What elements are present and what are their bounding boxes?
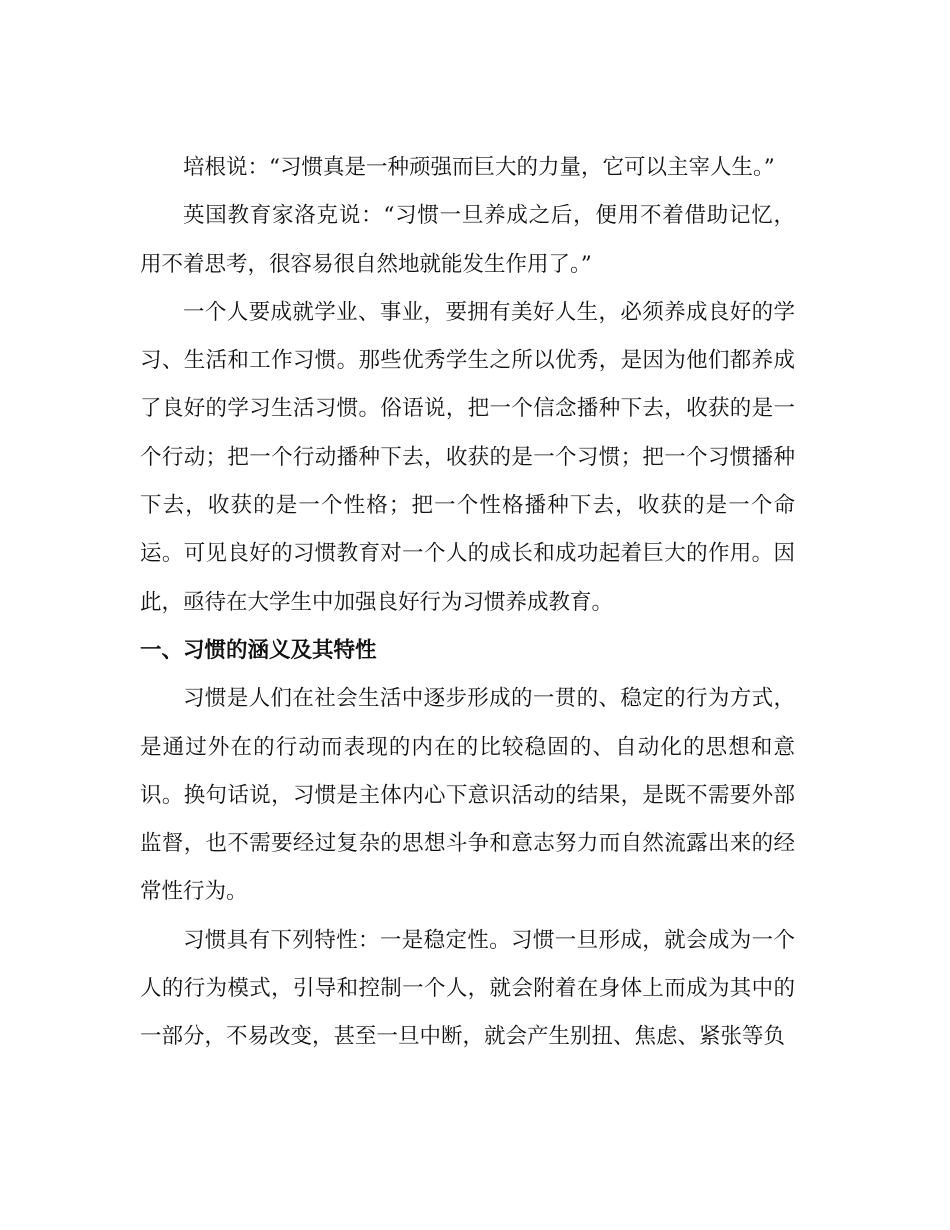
paragraph-habit-importance: 一个人要成就学业、事业，要拥有美好人生，必须养成良好的学习、生活和工作习惯。那些优秀学生之所以优秀，是因为他们都养成了良好的学习生活习惯。俗语说，把一个信念播种下去，收获的是一个行动；把一个行动播种下去，收获的是一个习惯；把一个习惯播种下去，收获的是一个性格；把一个性格播种下去，收获的是一个命运。可见良好的习惯教育对一个人的成长和成功起着巨大的作用。因此，亟待在大学生中加强良好行为习惯养成教育。: [140, 299, 795, 615]
paragraph-habit-definition: 习惯是人们在社会生活中逐步形成的一贯的、稳定的行为方式，是通过外在的行动而表现的内在的比较稳固的、自动化的思想和意识。换句话说，习惯是主体内心下意识活动的结果，是既不需要外部监督，也不需要经过复杂的思想斗争和意志努力而自然流露出来的经常性行为。: [140, 686, 795, 905]
paragraph-habit-characteristics: 习惯具有下列特性：一是稳定性。习惯一旦形成，就会成为一个人的行为模式，引导和控制一个人，就会附着在身体上而成为其中的一部分，不易改变，甚至一旦中断，就会产生别扭、焦虑、紧张等负: [140, 927, 795, 1050]
paragraph-locke-quote: 英国教育家洛克说：“习惯一旦养成之后，便用不着借助记忆，用不着思考，很容易很自然地就能发生作用了。”: [140, 203, 795, 277]
section-heading: 一、习惯的涵义及其特性: [140, 637, 377, 663]
document-body: [140, 144, 795, 1062]
paragraph-bacon-quote: 培根说：“习惯真是一种顽强而巨大的力量，它可以主宰人生。”: [183, 155, 775, 180]
